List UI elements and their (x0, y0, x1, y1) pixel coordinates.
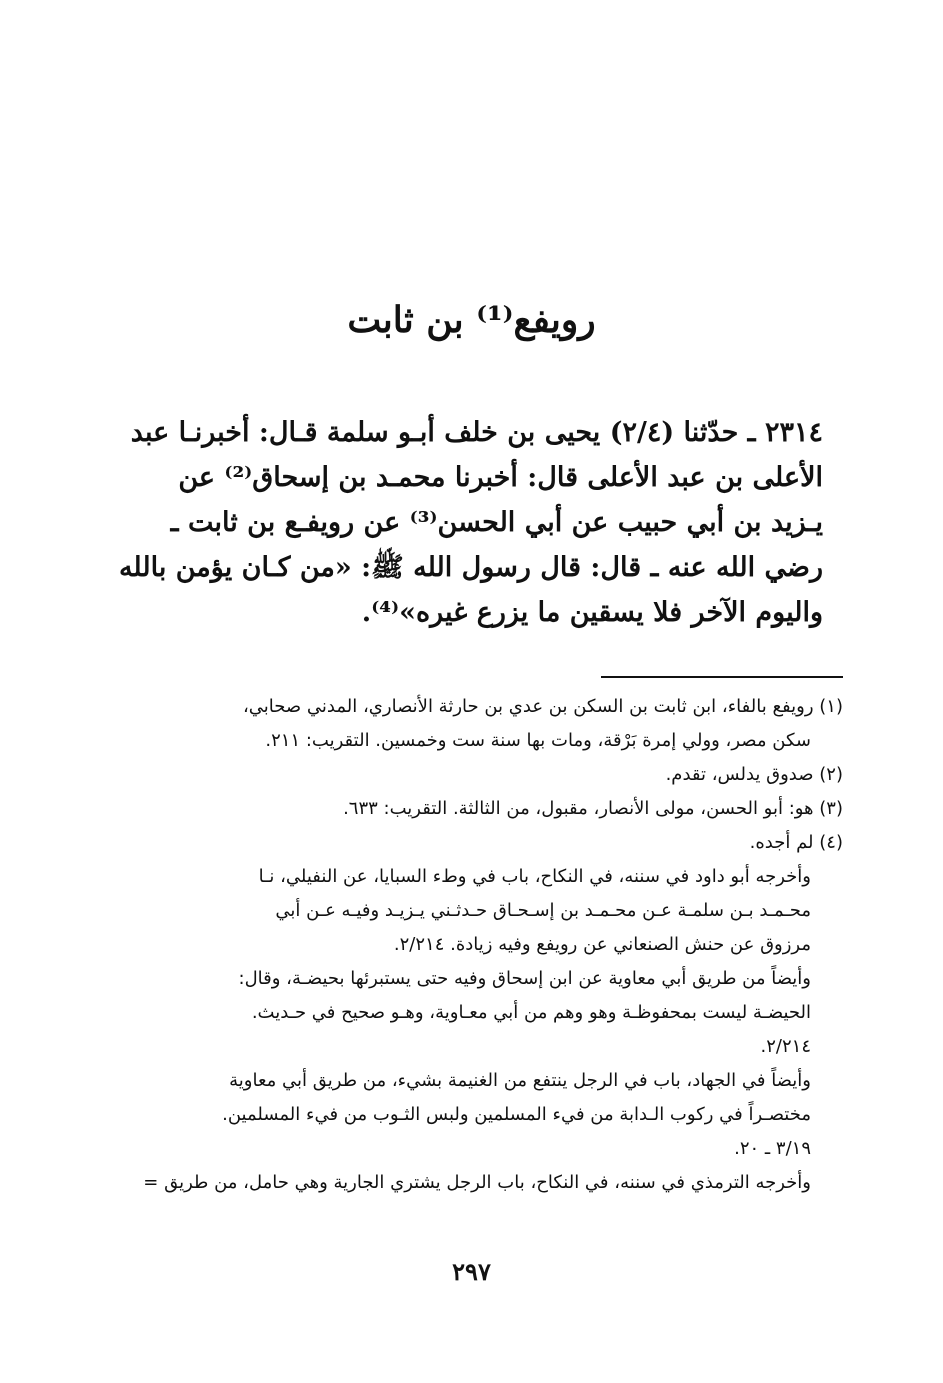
hadith-line: ٢٣١٤ ـ حدّثنا (٢/٤) يحيى بن خلف أبـو سلمة قـال: أخبرنـا عبد (130, 417, 823, 448)
footnote-line: وأيضاً من طريق أبي معاوية عن ابن إسحاق وفيه حتى يستبرئها بحيضـة، وقال: (238, 968, 811, 989)
chapter-title: رويفع⁽¹⁾ بن ثابت (347, 299, 596, 341)
footnotes (98, 690, 843, 1200)
hadith-text (103, 410, 823, 635)
footnote-line: مختصـراً في ركوب الـدابة من فيء المسلمين ولبس الثـوب من فيء المسلمين. (222, 1104, 811, 1125)
footnote-line: سكن مصر، وولي إمرة بَرْقة، ومات بها سنة ست وخمسين. التقريب: ٢١١. (265, 730, 811, 751)
footnote-line: مرزوق عن حنش الصنعاني عن رويفع وفيه زيادة. ٢/٢١٤. (393, 934, 811, 955)
footnote-line: وأيضاً في الجهاد، باب في الرجل ينتفع من الغنيمة بشيء، من طريق أبي معاوية (229, 1070, 811, 1091)
page-number: ٢٩٧ (452, 1257, 491, 1286)
footnote-divider (601, 676, 843, 678)
footnote-line: الحيضـة ليست بمحفوظـة وهو وهم من أبي معـاوية، وهـو صحيح في حـديث. (251, 1002, 811, 1023)
footnote-line: وأخرجه أبو داود في سننه، في النكاح، باب في وطء السبايا، عن النفيلي، نـا (258, 866, 811, 887)
footnote-line: (٢) صدوق يدلس، تقدم. (665, 764, 843, 785)
footnote-line: ٣/١٩ ـ ٢٠. (734, 1138, 811, 1159)
footnote-line: (٣) هو: أبو الحسن، مولى الأنصار، مقبول، من الثالثة. التقريب: ٦٣٣. (343, 798, 843, 819)
hadith-line: يـزيد بن أبي حبيب عن أبي الحسن⁽³⁾ عن رويفـع بن ثابت ـ (170, 507, 823, 538)
hadith-line: الأعلى بن عبد الأعلى قال: أخبرنا محمـد بن إسحاق⁽²⁾ عن (178, 462, 823, 493)
footnote-line: (١) رويفع بالفاء، ابن ثابت بن السكن بن عدي بن حارثة الأنصاري، المدني صحابي، (242, 696, 843, 717)
footnote-line: محـمـد بـن سلمـة عـن محـمـد بن إسـحـاق حـدثـني يـزيـد وفيـه عـن أبي (275, 900, 811, 921)
footnote-line: وأخرجه الترمذي في سننه، في النكاح، باب الرجل يشتري الجارية وهي حامل، من طريق = (143, 1172, 811, 1193)
footnote-line: ٢/٢١٤. (760, 1036, 811, 1057)
footnote-line: (٤) لم أجده. (749, 832, 843, 853)
hadith-line: واليوم الآخر فلا يسقين ما يزرع غيره»⁽⁴⁾. (361, 597, 823, 628)
hadith-line: رضي الله عنه ـ قال: قال رسول الله ﷺ: «من كـان يؤمن بالله (118, 552, 823, 583)
